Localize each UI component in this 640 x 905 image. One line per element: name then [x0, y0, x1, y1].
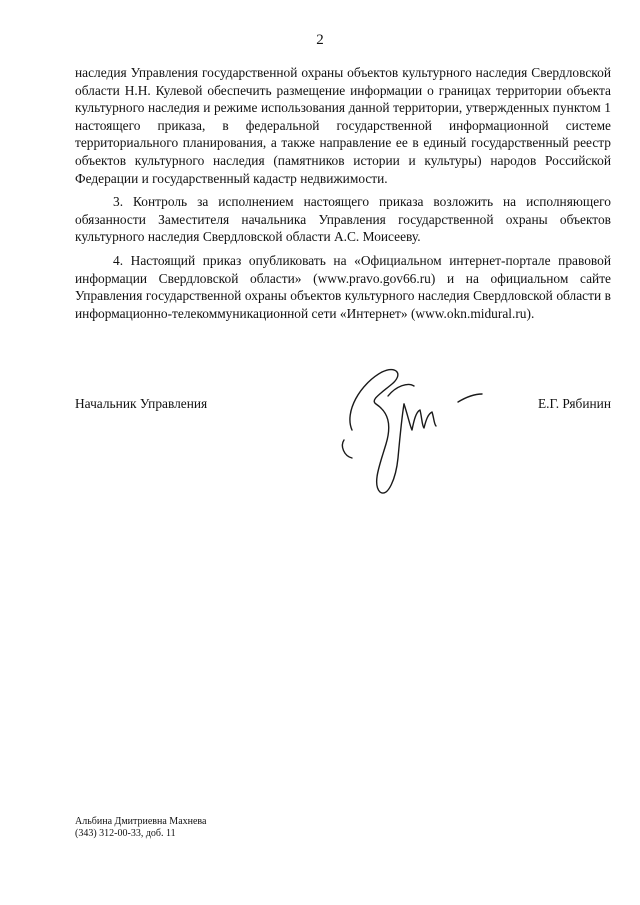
paragraph-item-4: 4. Настоящий приказ опубликовать на «Официальном интернет-портале правовой информации Свердловской области» (www.pravo.gov66.ru) и на официальном сайте Управления государственной охраны объектов культурного наследия Свердловской области в информационно-телекоммуникационной сети «Интернет» (www.okn.midural.ru). — [75, 252, 611, 321]
footer-executor — [75, 816, 206, 840]
executor-phone: (343) 312-00-33, доб. 11 — [75, 828, 176, 839]
signatory-title: Начальник Управления — [75, 396, 208, 411]
page-number: 2 — [316, 32, 324, 48]
handwritten-signature — [330, 360, 490, 500]
paragraph-continuation: наследия Управления государственной охраны объектов культурного наследия Свердловской области Н.Н. Кулевой обеспечить размещение информации о границах территории объекта культурного наследия и режиме использования данной территории, утвержденных пунктом 1 настоящего приказа, в федеральной государственной информационной системе территориального планирования, а также направление ее в единый государственный реестр объектов культурного наследия (памятников истории и культуры) народов Российской Федерации и государственный кадастр недвижимости. — [75, 65, 611, 186]
signatory-name: Е.Г. Рябинин — [537, 396, 611, 411]
executor-name: Альбина Дмитриевна Махнева — [75, 816, 207, 827]
paragraph-item-3: 3. Контроль за исполнением настоящего приказа возложить на исполняющего обязанности Заместителя начальника Управления государственной охраны объектов культурного наследия Свердловской области А.С. Моисееву. — [75, 194, 611, 245]
document-body — [75, 64, 611, 328]
